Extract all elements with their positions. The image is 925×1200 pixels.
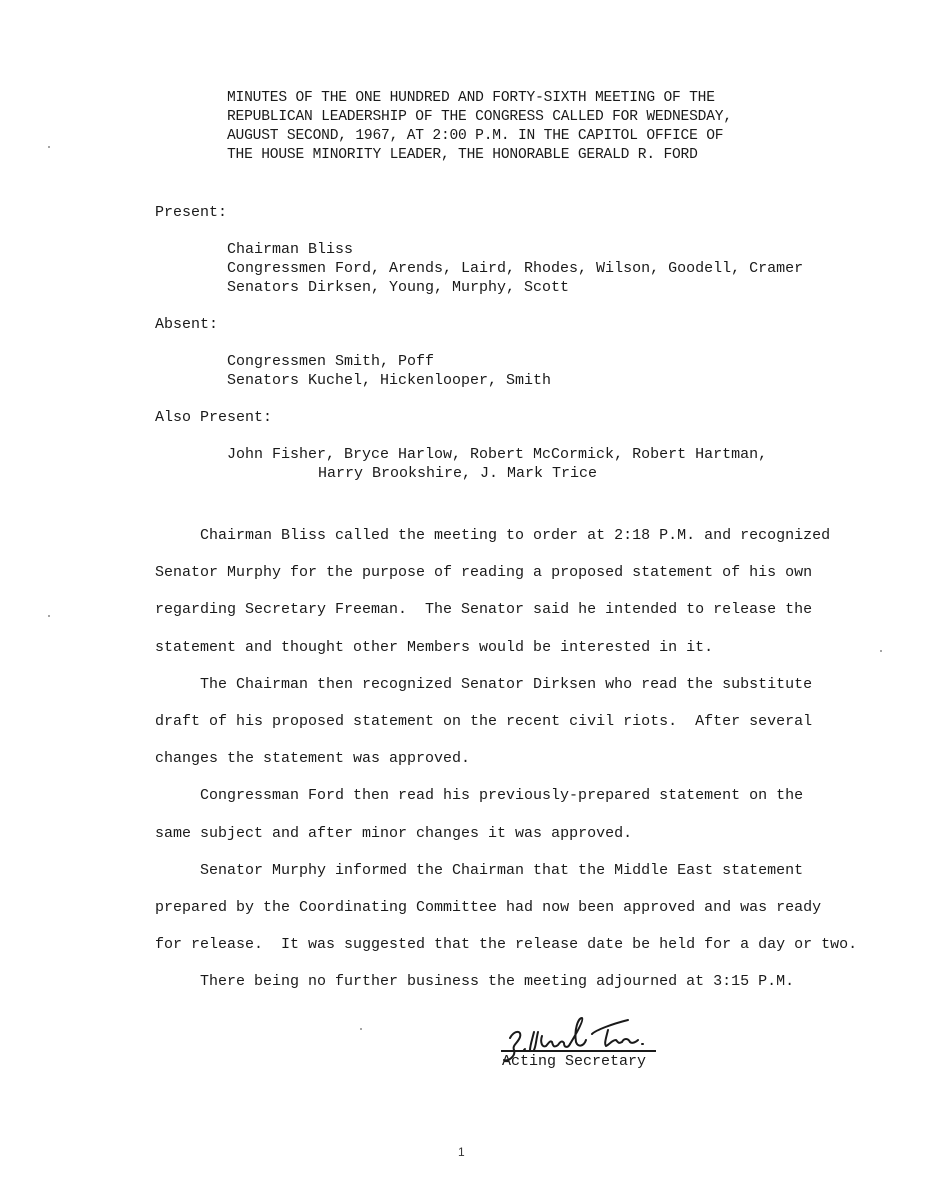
title-line: MINUTES OF THE ONE HUNDRED AND FORTY-SIXTH MEETING OF THE bbox=[227, 90, 715, 106]
also-present-line: Harry Brookshire, J. Mark Trice bbox=[318, 465, 598, 482]
body-line: Senator Murphy informed the Chairman that the Middle East statement bbox=[200, 861, 804, 879]
body-line: same subject and after minor changes it was approved. bbox=[155, 824, 633, 842]
body-line: regarding Secretary Freeman. The Senator said he intended to release the bbox=[155, 601, 813, 619]
body-line: Senator Murphy for the purpose of reading a proposed statement of his own bbox=[155, 564, 813, 582]
scan-artifact bbox=[48, 146, 50, 148]
body-line: Congressman Ford then read his previously-prepared statement on the bbox=[200, 787, 804, 805]
present-line: Chairman Bliss bbox=[227, 241, 354, 258]
title-line: AUGUST SECOND, 1967, AT 2:00 P.M. IN THE CAPITOL OFFICE OF bbox=[227, 128, 724, 144]
body-line: changes the statement was approved. bbox=[155, 750, 471, 768]
body-line: There being no further business the meeting adjourned at 3:15 P.M. bbox=[200, 973, 795, 991]
present-line: Senators Dirksen, Young, Murphy, Scott bbox=[227, 279, 570, 296]
signature-caption: Acting Secretary bbox=[502, 1053, 647, 1070]
present-line: Congressmen Ford, Arends, Laird, Rhodes, Wilson, Goodell, Cramer bbox=[227, 260, 804, 277]
signature-block bbox=[500, 1010, 670, 1080]
title-line: REPUBLICAN LEADERSHIP OF THE CONGRESS CALLED FOR WEDNESDAY, bbox=[227, 109, 732, 125]
document-title bbox=[227, 89, 787, 165]
also-present-list bbox=[227, 445, 767, 483]
also-present-line: John Fisher, Bryce Harlow, Robert McCormick, Robert Hartman, bbox=[227, 446, 768, 463]
absent-line: Senators Kuchel, Hickenlooper, Smith bbox=[227, 372, 552, 389]
body-line: statement and thought other Members would be interested in it. bbox=[155, 638, 714, 656]
scan-artifact bbox=[880, 650, 882, 652]
page-number: 1 bbox=[458, 1145, 465, 1159]
body-line: draft of his proposed statement on the recent civil riots. After several bbox=[155, 713, 813, 731]
body-line: The Chairman then recognized Senator Dirksen who read the substitute bbox=[200, 675, 813, 693]
body-line: for release. It was suggested that the release date be held for a day or two. bbox=[155, 936, 858, 954]
present-label: Present: bbox=[155, 204, 228, 221]
absent-label: Absent: bbox=[155, 316, 219, 333]
body-line: prepared by the Coordinating Committee had now been approved and was ready bbox=[155, 899, 822, 917]
absent-line: Congressmen Smith, Poff bbox=[227, 353, 435, 370]
title-line: THE HOUSE MINORITY LEADER, THE HONORABLE GERALD R. FORD bbox=[227, 147, 698, 163]
absent-list bbox=[227, 352, 551, 390]
scan-artifact bbox=[360, 1028, 362, 1030]
present-list bbox=[227, 240, 803, 297]
scan-artifact bbox=[48, 615, 50, 617]
body-line: Chairman Bliss called the meeting to order at 2:18 P.M. and recognized bbox=[200, 527, 831, 544]
also-present-label: Also Present: bbox=[155, 409, 273, 426]
minutes-body bbox=[155, 517, 875, 1001]
